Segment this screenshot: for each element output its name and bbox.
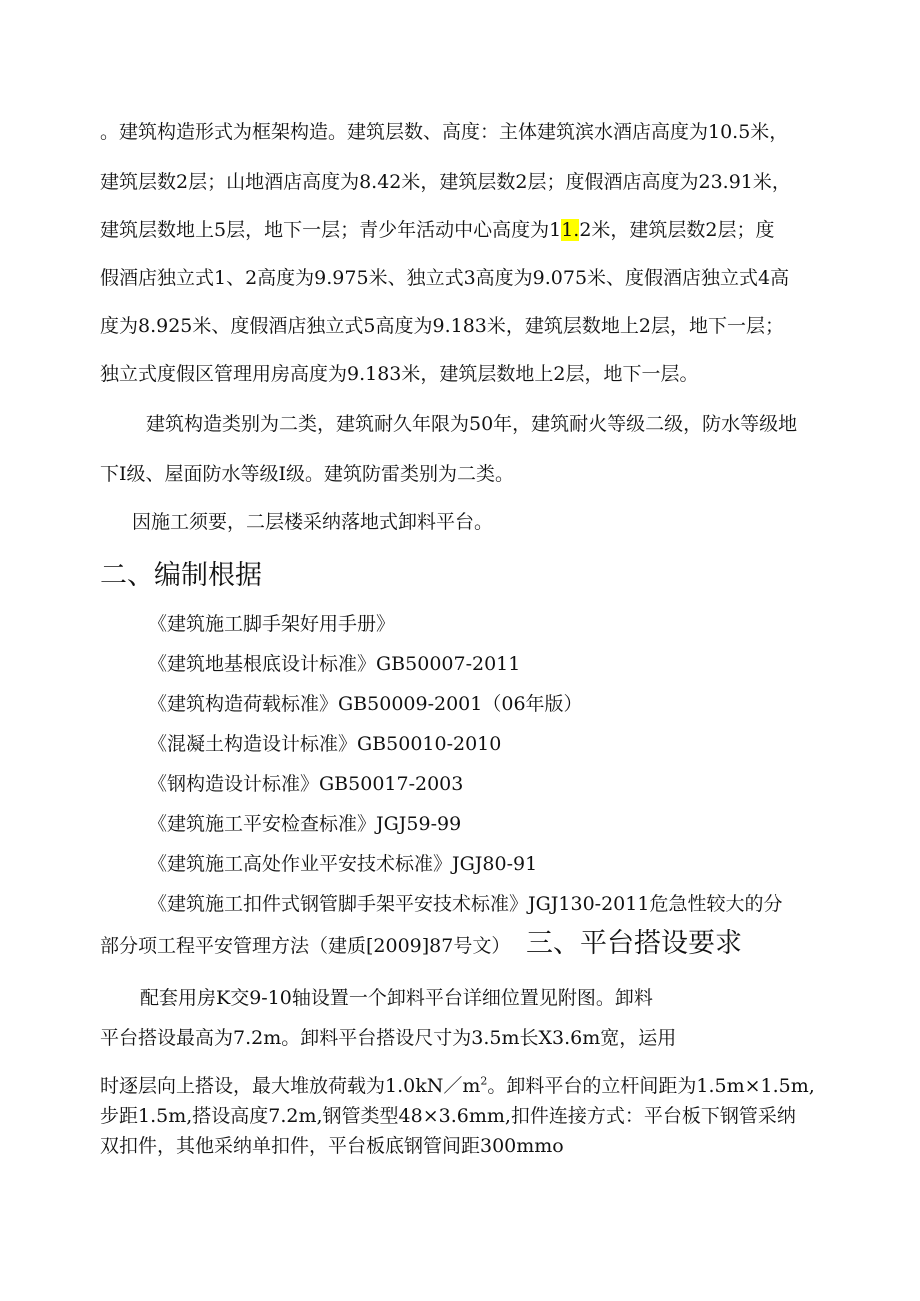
reference-item: 《钢构造设计标准》GB50017-2003 xyxy=(148,773,464,795)
section3-line-3 xyxy=(100,1074,815,1098)
reference-item: 《建筑施工高处作业平安技术标准》JGJ80-91 xyxy=(148,853,538,875)
reference-item: 《建筑施工扣件式钢管脚手架平安技术标准》JGJ130-2011危急性较大的分 xyxy=(148,893,783,915)
section3-heading: 三、平台搭设要求 xyxy=(526,928,742,959)
section3-line-5: 双扣件，其他采纳单扣件，平台板底钢管间距300mmo xyxy=(100,1135,564,1157)
section2-heading: 二、编制根据 xyxy=(100,560,262,591)
section3-line-2: 平台搭设最高为7.2m。卸料平台搭设尺寸为3.5m长X3.6m宽，运用 xyxy=(100,1027,677,1049)
para1-line-4: 假酒店独立式1、2高度为9.975米、独立式3高度为9.075米、度假酒店独立式4高 xyxy=(100,267,790,289)
para2-line-1: 建筑构造类别为二类，建筑耐久年限为50年，建筑耐火等级二级，防水等级地 xyxy=(146,413,798,435)
section3-line-3-b: 。卸料平台的立杆间距为1.5m×1.5m, xyxy=(487,1075,815,1097)
para1-line-2: 建筑层数2层；山地酒店高度为8.42米，建筑层数2层；度假酒店高度为23.91米， xyxy=(100,171,791,193)
para1-line-6: 独立式度假区管理用房高度为9.183米，建筑层数地上2层，地下一层。 xyxy=(100,363,699,385)
highlighted-text: 1. xyxy=(561,219,580,241)
reference-item: 《混凝土构造设计标准》GB50010-2010 xyxy=(148,733,502,755)
para1-line-1: 。建筑构造形式为框架构造。建筑层数、高度：主体建筑滨水酒店高度为10.5米， xyxy=(100,121,789,143)
reference-tail: 部分项工程平安管理方法（建质[2009]87号文） xyxy=(100,935,511,957)
para2-line-2: 下I级、屋面防水等级I级。建筑防雷类别为二类。 xyxy=(100,463,515,485)
reference-item: 《建筑施工平安检查标准》JGJ59-99 xyxy=(148,813,462,835)
section3-line-3-a: 时逐层向上搭设，最大堆放荷载为1.0kN／m xyxy=(100,1075,481,1097)
reference-item: 《建筑地基根底设计标准》GB50007-2011 xyxy=(148,653,521,675)
reference-item: 《建筑构造荷载标准》GB50009-2001（06年版） xyxy=(148,693,583,715)
superscript-2: 2 xyxy=(480,1074,488,1088)
para1-line-3 xyxy=(100,218,775,242)
para1-line-3-before: 建筑层数地上5层，地下一层；青少年活动中心高度为1 xyxy=(100,219,562,241)
para1-line-3-after: 2米，建筑层数2层；度 xyxy=(579,219,775,241)
reference-item: 《建筑施工脚手架好用手册》 xyxy=(148,613,396,635)
section3-line-4: 步距1.5m,搭设高度7.2m,钢管类型48×3.6mm,扣件连接方式：平台板下钢管采纳 xyxy=(100,1105,796,1127)
section3-line-1: 配套用房K交9-10轴设置一个卸料平台详细位置见附图。卸料 xyxy=(140,987,653,1009)
para1-line-5: 度为8.925米、度假酒店独立式5高度为9.183米，建筑层数地上2层，地下一层； xyxy=(100,315,784,337)
para3: 因施工须要，二层楼采纳落地式卸料平台。 xyxy=(132,511,494,533)
